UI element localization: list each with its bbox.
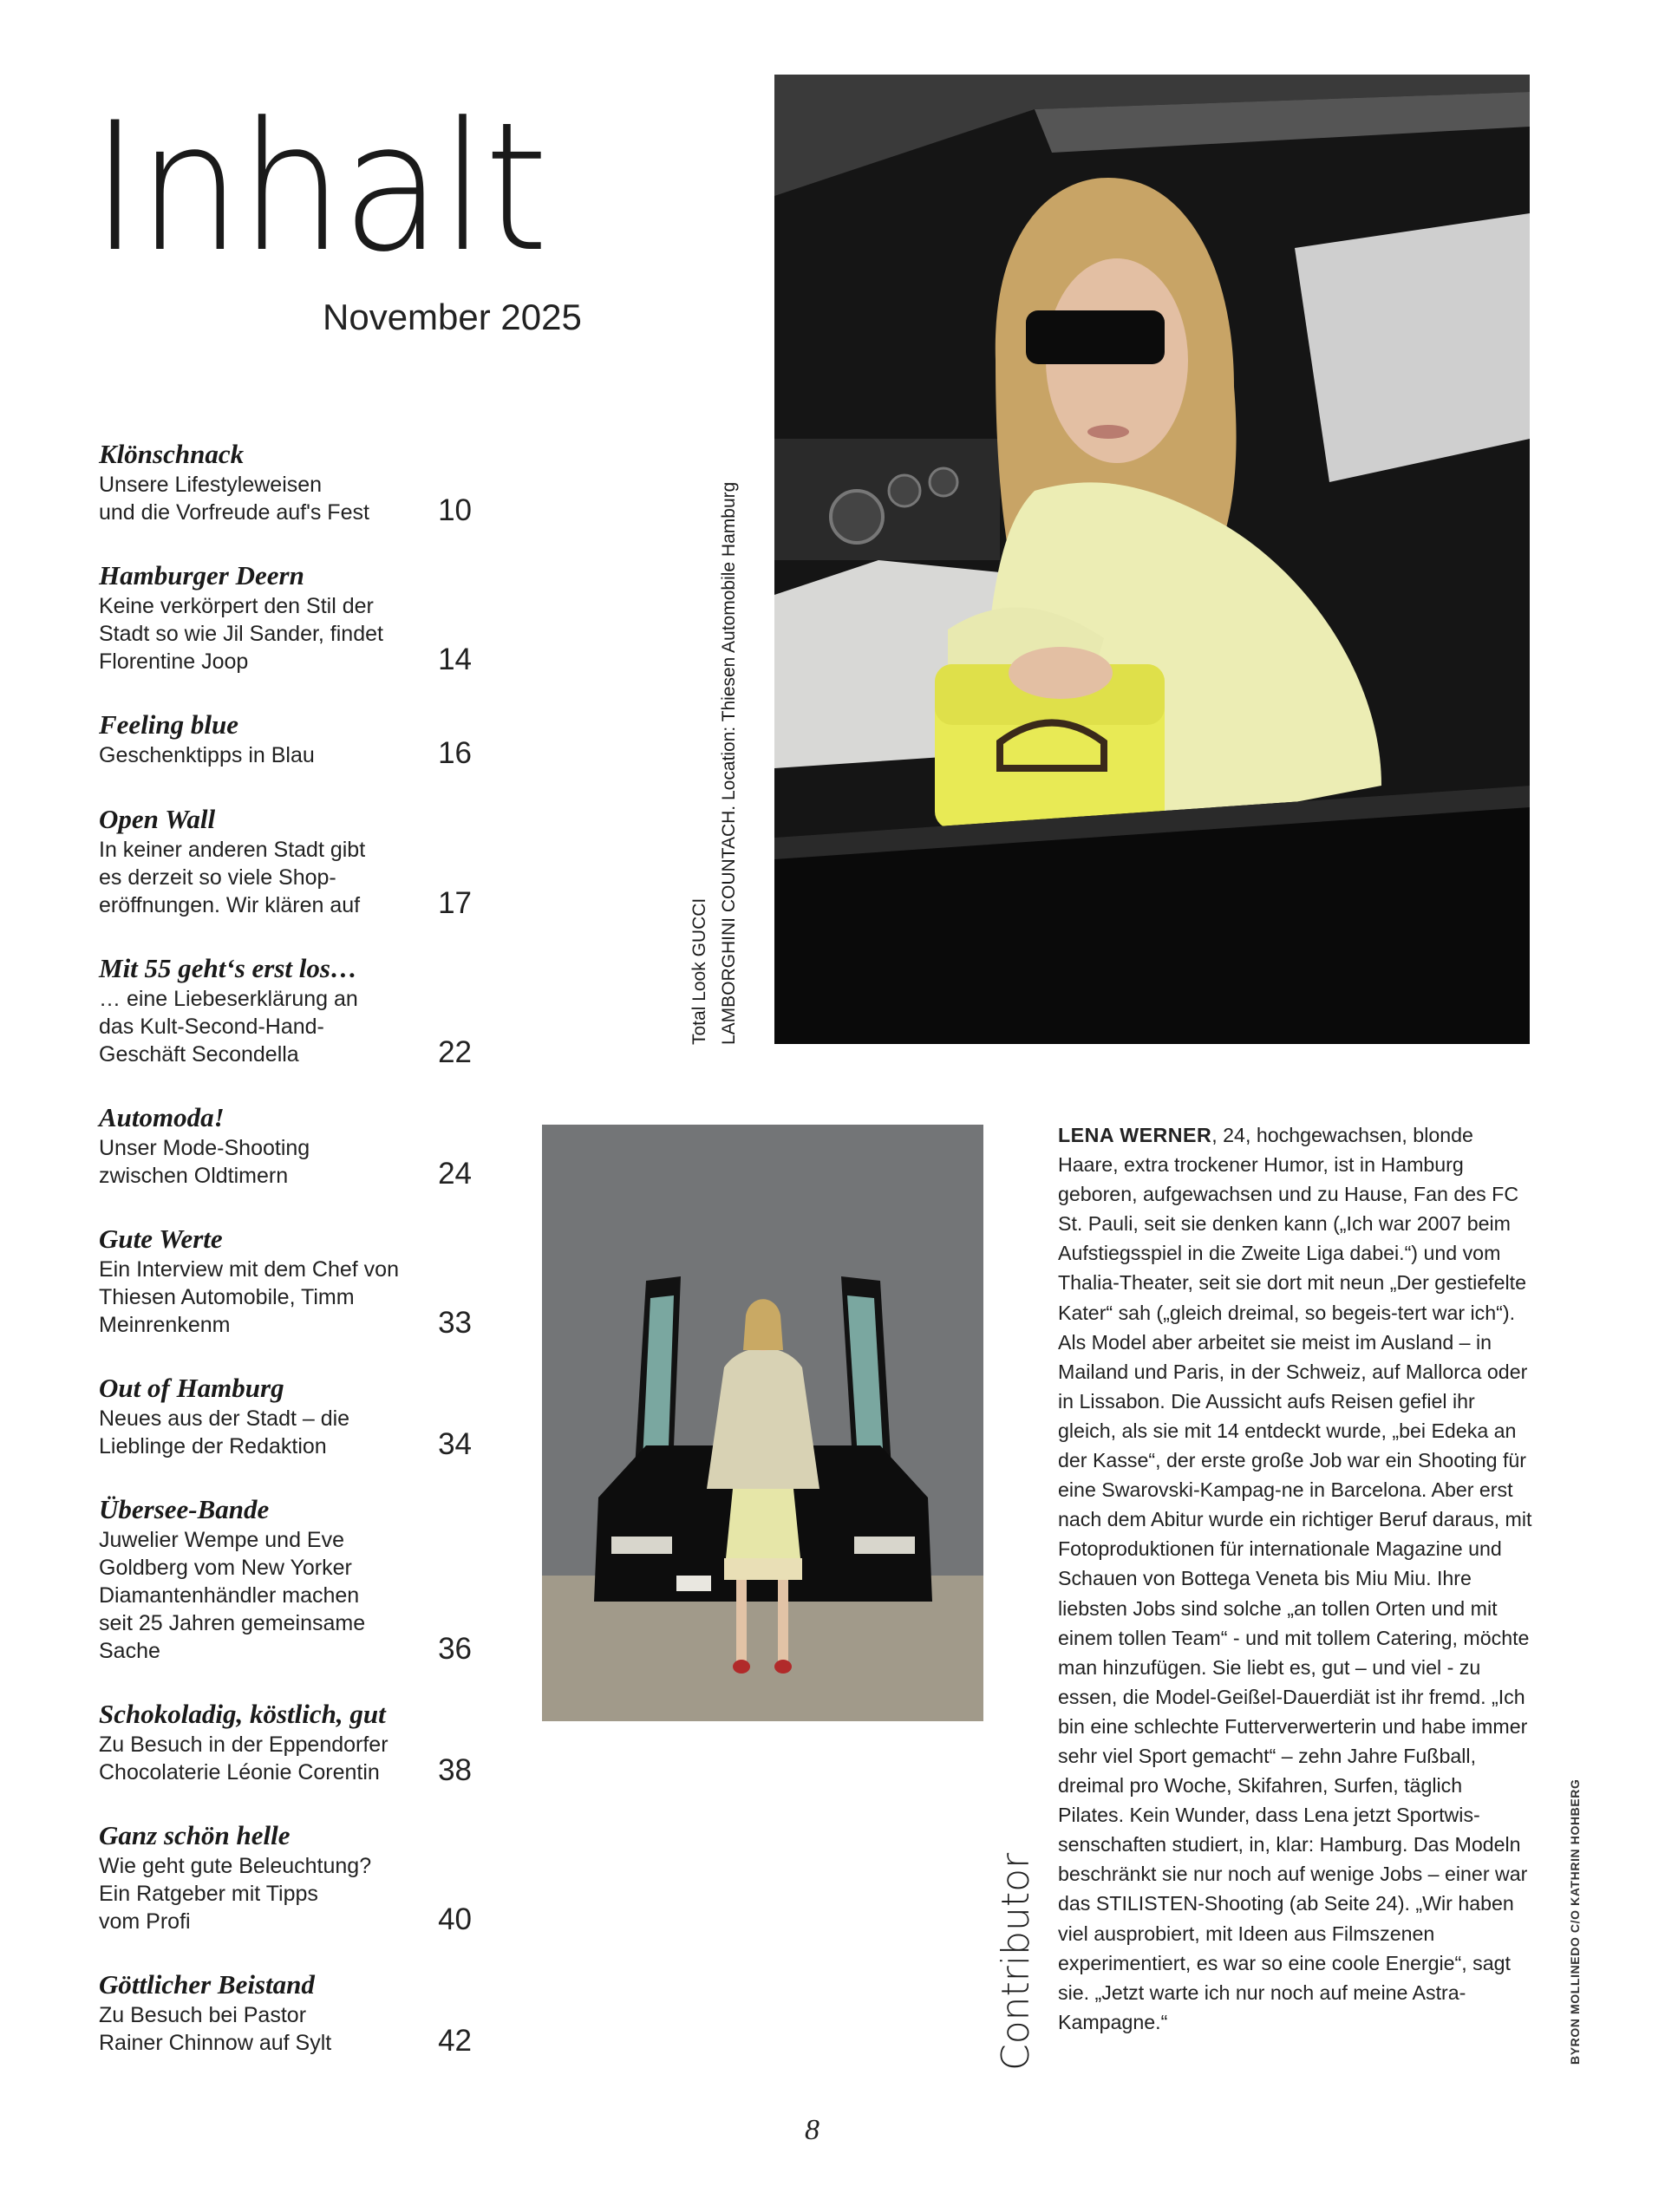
- toc-page-number: 42: [438, 2024, 472, 2058]
- contributor-label: Contributor: [994, 1852, 1038, 2071]
- photo-illustration: [542, 1125, 983, 1721]
- toc-page-number: 33: [438, 1306, 472, 1340]
- photo-illustration: [774, 75, 1530, 1044]
- toc-page-number: 38: [438, 1753, 472, 1787]
- toc-heading: Übersee-Bande: [99, 1494, 270, 1524]
- caption-line-outfit: Total Look GUCCI: [689, 897, 709, 1045]
- toc-description: … eine Liebeserklärung an das Kult-Second-Hand- Geschäft Secondella: [99, 987, 358, 1067]
- toc-description: Unser Mode-Shooting zwischen Oldtimern: [99, 1136, 310, 1188]
- photo-caption: [685, 482, 744, 1045]
- toc-description: Zu Besuch in der Eppendorfer Chocolaterie Léonie Corentin: [99, 1732, 388, 1785]
- toc-page-number: 14: [438, 643, 472, 676]
- toc-entry[interactable]: [99, 708, 472, 769]
- toc-heading: Hamburger Deern: [99, 560, 304, 591]
- toc-heading: Göttlicher Beistand: [99, 1969, 315, 2000]
- contributor-name: LENA WERNER: [1058, 1124, 1212, 1146]
- toc-entry[interactable]: [99, 1968, 472, 2057]
- toc-heading: Feeling blue: [99, 709, 239, 740]
- toc-page-number: 34: [438, 1427, 472, 1461]
- toc-description: Unsere Lifestyleweisen und die Vorfreude auf's Fest: [99, 473, 369, 525]
- toc-page-number: 40: [438, 1902, 472, 1936]
- toc-heading: Mit 55 geht‘s erst los…: [99, 953, 357, 983]
- page-title: Inhalt: [91, 85, 547, 291]
- toc-page-number: 36: [438, 1632, 472, 1666]
- toc-entry[interactable]: [99, 803, 472, 919]
- toc-entry[interactable]: [99, 1101, 472, 1190]
- contributor-bio-text: , 24, hochgewachsen, blonde Haare, extra trockener Humor, ist in Hamburg geboren, aufgewachsen und zu Hause, Fan des FC St. Pauli, seit sie denken kann („Ich war 2007 beim Aufstiegsspiel in die Zweite Liga dabei.“) und vom Thalia-Theater, seit sie dort mit neun „Der gestiefelte Kater“ sah („gleich dreimal, so begeis-tert war ich“). Als Model aber arbeitet sie meist im Ausland – in Mailand und Paris, in der Schweiz, auf Mallorca oder in Lissabon. Die Aussicht aufs Reisen gefiel ihr gleich, als sie mit 14 entdeckt wurde, „bei Edeka an der Kasse“, der erste große Job war ein Shooting für eine Swarovski-Kampag-ne in Barcelona. Aber erst nach dem Abitur wurde ein richtiger Beruf daraus, mit Fotoproduktionen für internationale Magazine und Schauen von Bottega Veneta bis Miu Miu. Ihre liebsten Jobs sind solche „an tollen Orten und mit einem tollen Team“ - und mit tollem Catering, möchte man hinzufügen. Sie liebt es, gut – und viel - zu essen, die Model-Geißel-Dauerdiät ist ihr fremd. „Ich bin eine schlechte Futterverwerterin und habe immer sehr viel Sport gemacht“ – zehn Jahre Fußball, dreimal pro Woche, Skifahren, Surfen, täglich Pilates. Kein Wunder, dass Lena jetzt Sportwis-senschaften studiert, in, klar: Hamburg. Das Modeln beschränkt sie nur noch auf wenige Jobs – einer war das STILISTEN-Shooting (ab Seite 24). „Wir haben viel ausprobiert, mit Ideen aus Filmszenen experimentiert, es war so eine coole Energie“, sagt sie. „Jetzt warte ich nur noch auf meine Astra-Kampagne.“: [1058, 1124, 1532, 2033]
- toc-page-number: 24: [438, 1157, 472, 1191]
- photo-model-in-car: [774, 75, 1530, 1044]
- toc-entry[interactable]: [99, 438, 472, 526]
- photo-credit: BYRON MOLLINEDO C/O KATHRIN HOHBERG: [1568, 1778, 1582, 2065]
- toc-heading: Gute Werte: [99, 1223, 223, 1254]
- toc-description: Juwelier Wempe und Eve Goldberg vom New Yorker Diamantenhändler machen seit 25 Jahren gemeinsame Sache: [99, 1528, 366, 1663]
- toc-description: In keiner anderen Stadt gibt es derzeit so viele Shop- eröffnungen. Wir klären auf: [99, 838, 366, 917]
- toc-entry[interactable]: [99, 559, 472, 675]
- toc-entry[interactable]: [99, 1372, 472, 1460]
- toc-heading: Klönschnack: [99, 439, 245, 469]
- photo-model-with-countach: [542, 1125, 983, 1721]
- toc-page-number: 22: [438, 1035, 472, 1069]
- toc-entry[interactable]: [99, 952, 472, 1068]
- toc-description: Neues aus der Stadt – die Lieblinge der Redaktion: [99, 1406, 350, 1458]
- toc-heading: Ganz schön helle: [99, 1820, 291, 1850]
- toc-heading: Automoda!: [99, 1102, 225, 1132]
- toc-description: Zu Besuch bei Pastor Rainer Chinnow auf Sylt: [99, 2003, 332, 2055]
- caption-line-location: LAMBORGHINI COUNTACH. Location: Thiesen Automobile Hamburg: [719, 481, 739, 1045]
- toc-page-number: 16: [438, 736, 472, 770]
- toc-heading: Schokoladig, köstlich, gut: [99, 1699, 386, 1729]
- toc-page-number: 17: [438, 886, 472, 920]
- toc-description: Geschenktipps in Blau: [99, 743, 315, 767]
- toc-heading: Out of Hamburg: [99, 1373, 284, 1403]
- toc-description: Keine verkörpert den Stil der Stadt so wie Jil Sander, findet Florentine Joop: [99, 594, 383, 674]
- contributor-bio: [1058, 1120, 1533, 2037]
- toc-page-number: 10: [438, 493, 472, 527]
- page-number: 8: [805, 2114, 819, 2146]
- toc-description: Wie geht gute Beleuchtung? Ein Ratgeber mit Tipps vom Profi: [99, 1854, 372, 1934]
- toc-entry[interactable]: [99, 1493, 472, 1665]
- toc-entry[interactable]: [99, 1819, 472, 1935]
- toc-heading: Open Wall: [99, 804, 216, 834]
- toc-entry[interactable]: [99, 1698, 472, 1786]
- issue-date: November 2025: [323, 297, 582, 337]
- toc-description: Ein Interview mit dem Chef von Thiesen Automobile, Timm Meinrenkenm: [99, 1257, 399, 1337]
- toc-entry[interactable]: [99, 1223, 472, 1339]
